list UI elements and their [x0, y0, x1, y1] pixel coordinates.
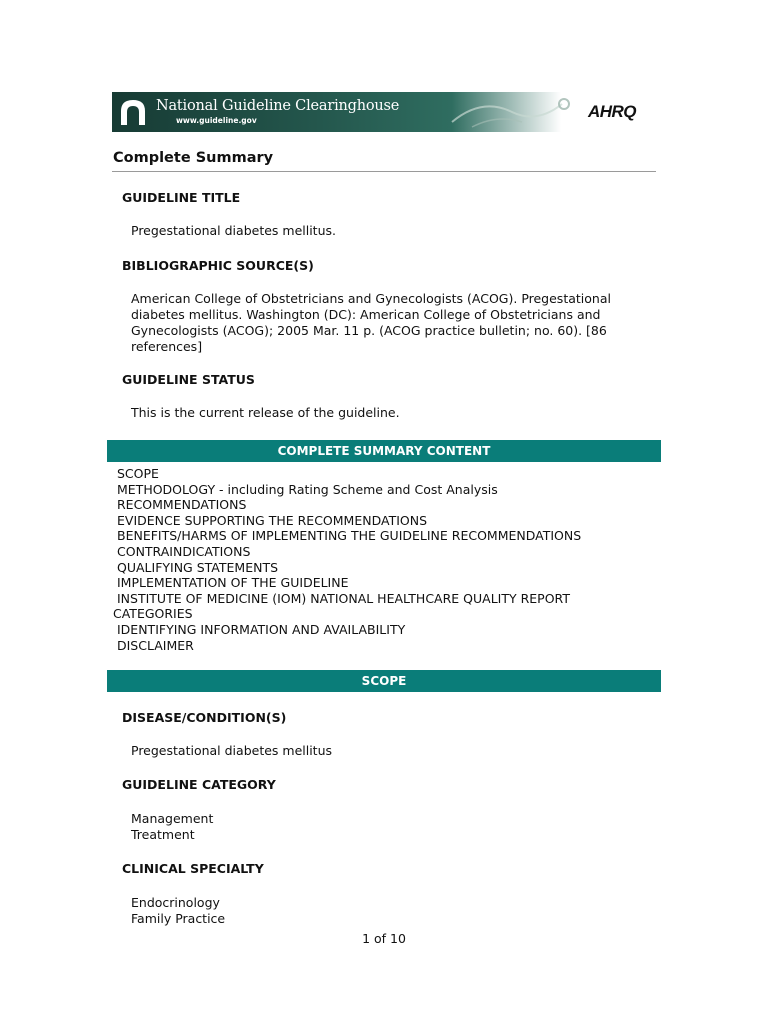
- page-title: Complete Summary: [113, 150, 274, 166]
- ngc-logo-icon: [118, 97, 148, 127]
- guideline-title-text: Pregestational diabetes mellitus.: [131, 223, 336, 238]
- clinical-specialty-heading: CLINICAL SPECIALTY: [122, 861, 264, 876]
- guideline-category-item: Treatment: [131, 827, 195, 842]
- bibliographic-source-heading: BIBLIOGRAPHIC SOURCE(S): [122, 258, 314, 273]
- toc-link-qualifying-statements[interactable]: QUALIFYING STATEMENTS: [117, 559, 279, 575]
- bibliographic-source-line: diabetes mellitus. Washington (DC): American College of Obstetricians and: [131, 307, 601, 322]
- clinical-specialty-list: [131, 895, 225, 927]
- toc-link-benefits-harms[interactable]: BENEFITS/HARMS OF IMPLEMENTING THE GUIDELINE RECOMMENDATIONS: [117, 528, 582, 544]
- guideline-status-heading: GUIDELINE STATUS: [122, 372, 255, 387]
- clinical-specialty-item: Endocrinology: [131, 895, 220, 910]
- complete-summary-content-bar: COMPLETE SUMMARY CONTENT: [107, 440, 661, 462]
- banner-url[interactable]: www.guideline.gov: [176, 116, 257, 125]
- guideline-category-item: Management: [131, 811, 214, 826]
- ngc-banner: [112, 92, 660, 132]
- toc-link-scope[interactable]: SCOPE: [117, 466, 159, 481]
- clinical-specialty-item: Family Practice: [131, 911, 226, 926]
- toc-link-methodology[interactable]: METHODOLOGY - including Rating Scheme and Cost Analysis: [117, 481, 498, 497]
- bibliographic-source-text: [131, 291, 611, 355]
- title-divider: [112, 171, 656, 172]
- guideline-title-heading: GUIDELINE TITLE: [122, 190, 241, 205]
- ahrq-logo: AHRQ: [587, 102, 636, 121]
- toc-link-disclaimer[interactable]: DISCLAIMER: [117, 637, 194, 653]
- guideline-status-text: This is the current release of the guideline.: [131, 405, 400, 420]
- toc-link-evidence[interactable]: EVIDENCE SUPPORTING THE RECOMMENDATIONS: [117, 512, 428, 528]
- guideline-category-heading: GUIDELINE CATEGORY: [122, 777, 276, 792]
- toc-link-contraindications[interactable]: CONTRAINDICATIONS: [117, 543, 251, 559]
- bibliographic-source-line: Gynecologists (ACOG); 2005 Mar. 11 p. (ACOG practice bulletin; no. 60). [86: [131, 323, 607, 338]
- bibliographic-source-line: American College of Obstetricians and Gynecologists (ACOG). Pregestational: [131, 291, 611, 306]
- toc-link-iom-categories-cont[interactable]: CATEGORIES: [113, 606, 193, 622]
- toc-link-recommendations[interactable]: RECOMMENDATIONS: [117, 497, 247, 513]
- toc-link-iom-categories[interactable]: INSTITUTE OF MEDICINE (IOM) NATIONAL HEALTHCARE QUALITY REPORT: [117, 590, 570, 606]
- toc-link-identifying-information[interactable]: IDENTIFYING INFORMATION AND AVAILABILITY: [117, 621, 406, 637]
- bibliographic-source-line: references]: [131, 339, 203, 354]
- banner-title: National Guideline Clearinghouse: [156, 98, 400, 114]
- page-indicator: 1 of 10: [362, 931, 406, 946]
- scope-bar: SCOPE: [107, 670, 661, 692]
- disease-condition-text: Pregestational diabetes mellitus: [131, 743, 333, 758]
- summary-content-list: [113, 466, 582, 653]
- stethoscope-icon: [442, 92, 582, 132]
- toc-link-implementation[interactable]: IMPLEMENTATION OF THE GUIDELINE: [117, 575, 349, 591]
- guideline-category-list: [131, 811, 213, 843]
- disease-condition-heading: DISEASE/CONDITION(S): [122, 710, 287, 725]
